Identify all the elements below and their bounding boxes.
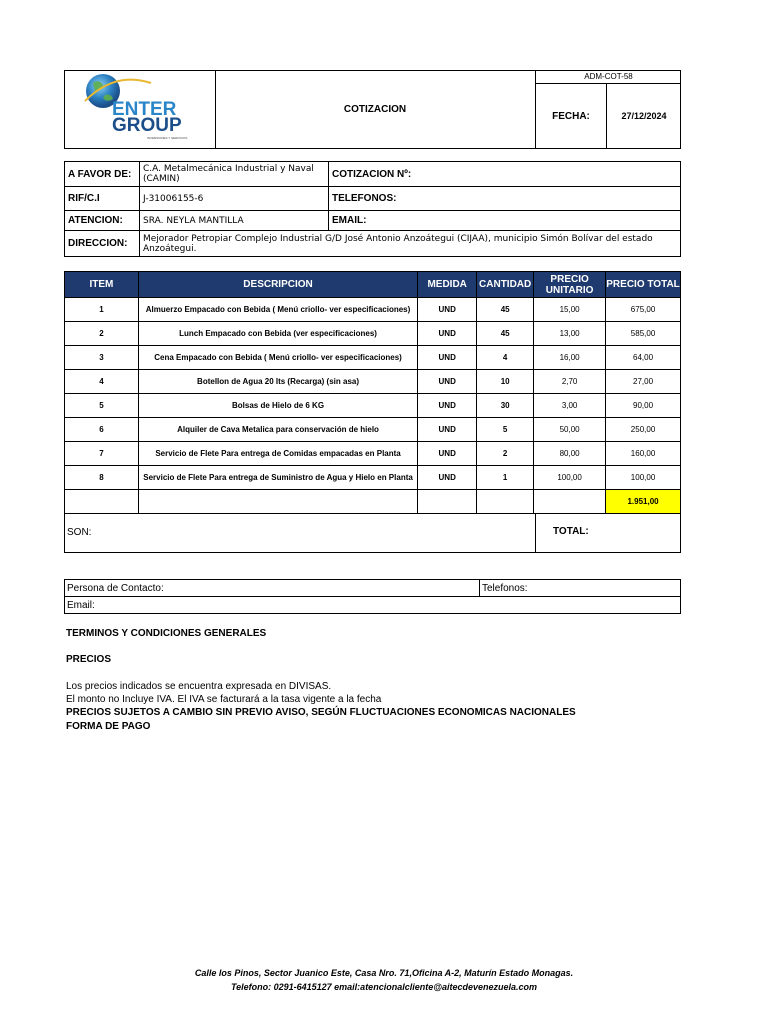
item-description: Alquiler de Cava Metalica para conservación de hielo bbox=[138, 418, 417, 442]
document-title: COTIZACION bbox=[215, 71, 536, 148]
divider bbox=[535, 513, 536, 552]
item-total-price: 250,00 bbox=[606, 418, 681, 442]
contact-table bbox=[64, 579, 681, 614]
item-quantity: 5 bbox=[477, 418, 534, 442]
item-description: Lunch Empacado con Bebida (ver especificaciones) bbox=[138, 322, 417, 346]
terms-line-2: El monto no Incluye IVA. El IVA se facturará a la tasa vigente a la fecha bbox=[66, 694, 382, 705]
favor-value: C.A. Metalmecánica Industrial y Naval (CAMIN) bbox=[140, 162, 329, 187]
direccion-value: Mejorador Petropiar Complejo Industrial G/D José Antonio Anzoátegui (CIJAA), municipio Simón Bolívar del estado Anzoátegui. bbox=[140, 231, 681, 257]
svg-text:GROUP: GROUP bbox=[112, 115, 182, 136]
item-number: 3 bbox=[65, 346, 139, 370]
document-code: ADM-COT-58 bbox=[536, 71, 681, 84]
table-row bbox=[65, 442, 681, 466]
item-unit-price: 16,00 bbox=[534, 346, 606, 370]
item-description: Cena Empacado con Bebida ( Menú criollo- ver especificaciones) bbox=[138, 346, 417, 370]
summary-box bbox=[64, 513, 681, 553]
item-unit-price: 2,70 bbox=[534, 370, 606, 394]
terms-heading: TERMINOS Y CONDICIONES GENERALES bbox=[66, 628, 267, 639]
item-total-price: 27,00 bbox=[606, 370, 681, 394]
cotizacion-label: COTIZACION Nº: bbox=[329, 162, 681, 187]
svg-text:ENTER: ENTER bbox=[112, 99, 177, 120]
total-row bbox=[65, 490, 681, 514]
precios-heading: PRECIOS bbox=[66, 654, 112, 665]
footer-contact: Telefono: 0291-6415127 email:atencionalcliente@aitecdevenezuela.com bbox=[230, 982, 538, 992]
header-precio-total: PRECIO TOTAL bbox=[606, 272, 681, 298]
item-unit: UND bbox=[418, 298, 477, 322]
item-description: Botellon de Agua 20 lts (Recarga) (sin asa) bbox=[138, 370, 417, 394]
terms-line-3: PRECIOS SUJETOS A CAMBIO SIN PREVIO AVISO, SEGÚN FLUCTUACIONES ECONOMICAS NACIONALES bbox=[66, 707, 576, 718]
item-total-price: 585,00 bbox=[606, 322, 681, 346]
item-quantity: 30 bbox=[477, 394, 534, 418]
item-unit: UND bbox=[418, 370, 477, 394]
item-number: 7 bbox=[65, 442, 139, 466]
company-logo bbox=[65, 71, 215, 148]
email-label: EMAIL: bbox=[329, 211, 681, 231]
item-description: Almuerzo Empacado con Bebida ( Menú criollo- ver especificaciones) bbox=[138, 298, 417, 322]
item-number: 6 bbox=[65, 418, 139, 442]
header-medida: MEDIDA bbox=[418, 272, 477, 298]
item-unit-price: 100,00 bbox=[534, 466, 606, 490]
item-total-price: 675,00 bbox=[606, 298, 681, 322]
item-quantity: 4 bbox=[477, 346, 534, 370]
item-unit-price: 3,00 bbox=[534, 394, 606, 418]
table-row bbox=[65, 466, 681, 490]
item-number: 8 bbox=[65, 466, 139, 490]
item-total-price: 64,00 bbox=[606, 346, 681, 370]
son-label: SON: bbox=[67, 527, 92, 538]
item-unit-price: 13,00 bbox=[534, 322, 606, 346]
rif-value: J-31006155-6 bbox=[140, 187, 329, 211]
table-row bbox=[65, 370, 681, 394]
footer-address: Calle los Pinos, Sector Juanico Este, Casa Nro. 71,Oficina A-2, Maturín Estado Monagas. bbox=[194, 968, 574, 978]
terms-line-4: FORMA DE PAGO bbox=[66, 721, 151, 732]
item-description: Servicio de Flete Para entrega de Comidas empacadas en Planta bbox=[138, 442, 417, 466]
fecha-label: FECHA: bbox=[536, 84, 607, 148]
terms-line-1: Los precios indicados se encuentra expresada en DIVISAS. bbox=[66, 681, 332, 692]
item-number: 5 bbox=[65, 394, 139, 418]
item-quantity: 10 bbox=[477, 370, 534, 394]
item-unit: UND bbox=[418, 394, 477, 418]
total-label: TOTAL: bbox=[553, 526, 589, 537]
empty-cell bbox=[65, 490, 139, 514]
telefonos-label: TELEFONOS: bbox=[329, 187, 681, 211]
table-row bbox=[65, 298, 681, 322]
item-quantity: 45 bbox=[477, 322, 534, 346]
item-total-price: 90,00 bbox=[606, 394, 681, 418]
item-quantity: 45 bbox=[477, 298, 534, 322]
item-total-price: 160,00 bbox=[606, 442, 681, 466]
rif-label: RIF/C.I bbox=[65, 187, 140, 211]
item-number: 2 bbox=[65, 322, 139, 346]
item-unit: UND bbox=[418, 418, 477, 442]
document-header bbox=[64, 70, 681, 149]
item-unit: UND bbox=[418, 346, 477, 370]
item-quantity: 1 bbox=[477, 466, 534, 490]
header-item: ITEM bbox=[65, 272, 139, 298]
table-row bbox=[65, 346, 681, 370]
item-description: Servicio de Flete Para entrega de Suministro de Agua y Hielo en Planta bbox=[138, 466, 417, 490]
item-unit: UND bbox=[418, 442, 477, 466]
direccion-label: DIRECCION: bbox=[65, 231, 140, 257]
favor-label: A FAVOR DE: bbox=[65, 162, 140, 187]
item-description: Bolsas de Hielo de 6 KG bbox=[138, 394, 417, 418]
empty-cell bbox=[418, 490, 477, 514]
item-unit-price: 50,00 bbox=[534, 418, 606, 442]
contact-email-label: Email: bbox=[65, 597, 681, 614]
logo-cell bbox=[65, 71, 216, 148]
client-info-table bbox=[64, 161, 681, 257]
persona-contacto-label: Persona de Contacto: bbox=[65, 580, 480, 597]
empty-cell bbox=[477, 490, 534, 514]
header-descripcion: DESCRIPCION bbox=[138, 272, 417, 298]
table-row bbox=[65, 322, 681, 346]
table-row bbox=[65, 394, 681, 418]
item-number: 1 bbox=[65, 298, 139, 322]
atencion-value: SRA. NEYLA MANTILLA bbox=[140, 211, 329, 231]
header-precio-unitario: PRECIO UNITARIO bbox=[534, 272, 606, 298]
fecha-value: 27/12/2024 bbox=[621, 111, 667, 121]
table-row bbox=[65, 418, 681, 442]
item-number: 4 bbox=[65, 370, 139, 394]
svg-text:INVERSIONES Y SERVICIOS: INVERSIONES Y SERVICIOS bbox=[147, 136, 188, 140]
empty-cell bbox=[138, 490, 417, 514]
atencion-label: ATENCION: bbox=[65, 211, 140, 231]
item-unit: UND bbox=[418, 322, 477, 346]
items-table bbox=[64, 271, 681, 514]
item-unit: UND bbox=[418, 466, 477, 490]
empty-cell bbox=[534, 490, 606, 514]
item-unit-price: 80,00 bbox=[534, 442, 606, 466]
grand-total: 1.951,00 bbox=[606, 490, 681, 514]
contact-telefonos-label: Telefonos: bbox=[480, 580, 681, 597]
item-quantity: 2 bbox=[477, 442, 534, 466]
header-cantidad: CANTIDAD bbox=[477, 272, 534, 298]
item-unit-price: 15,00 bbox=[534, 298, 606, 322]
item-total-price: 100,00 bbox=[606, 466, 681, 490]
